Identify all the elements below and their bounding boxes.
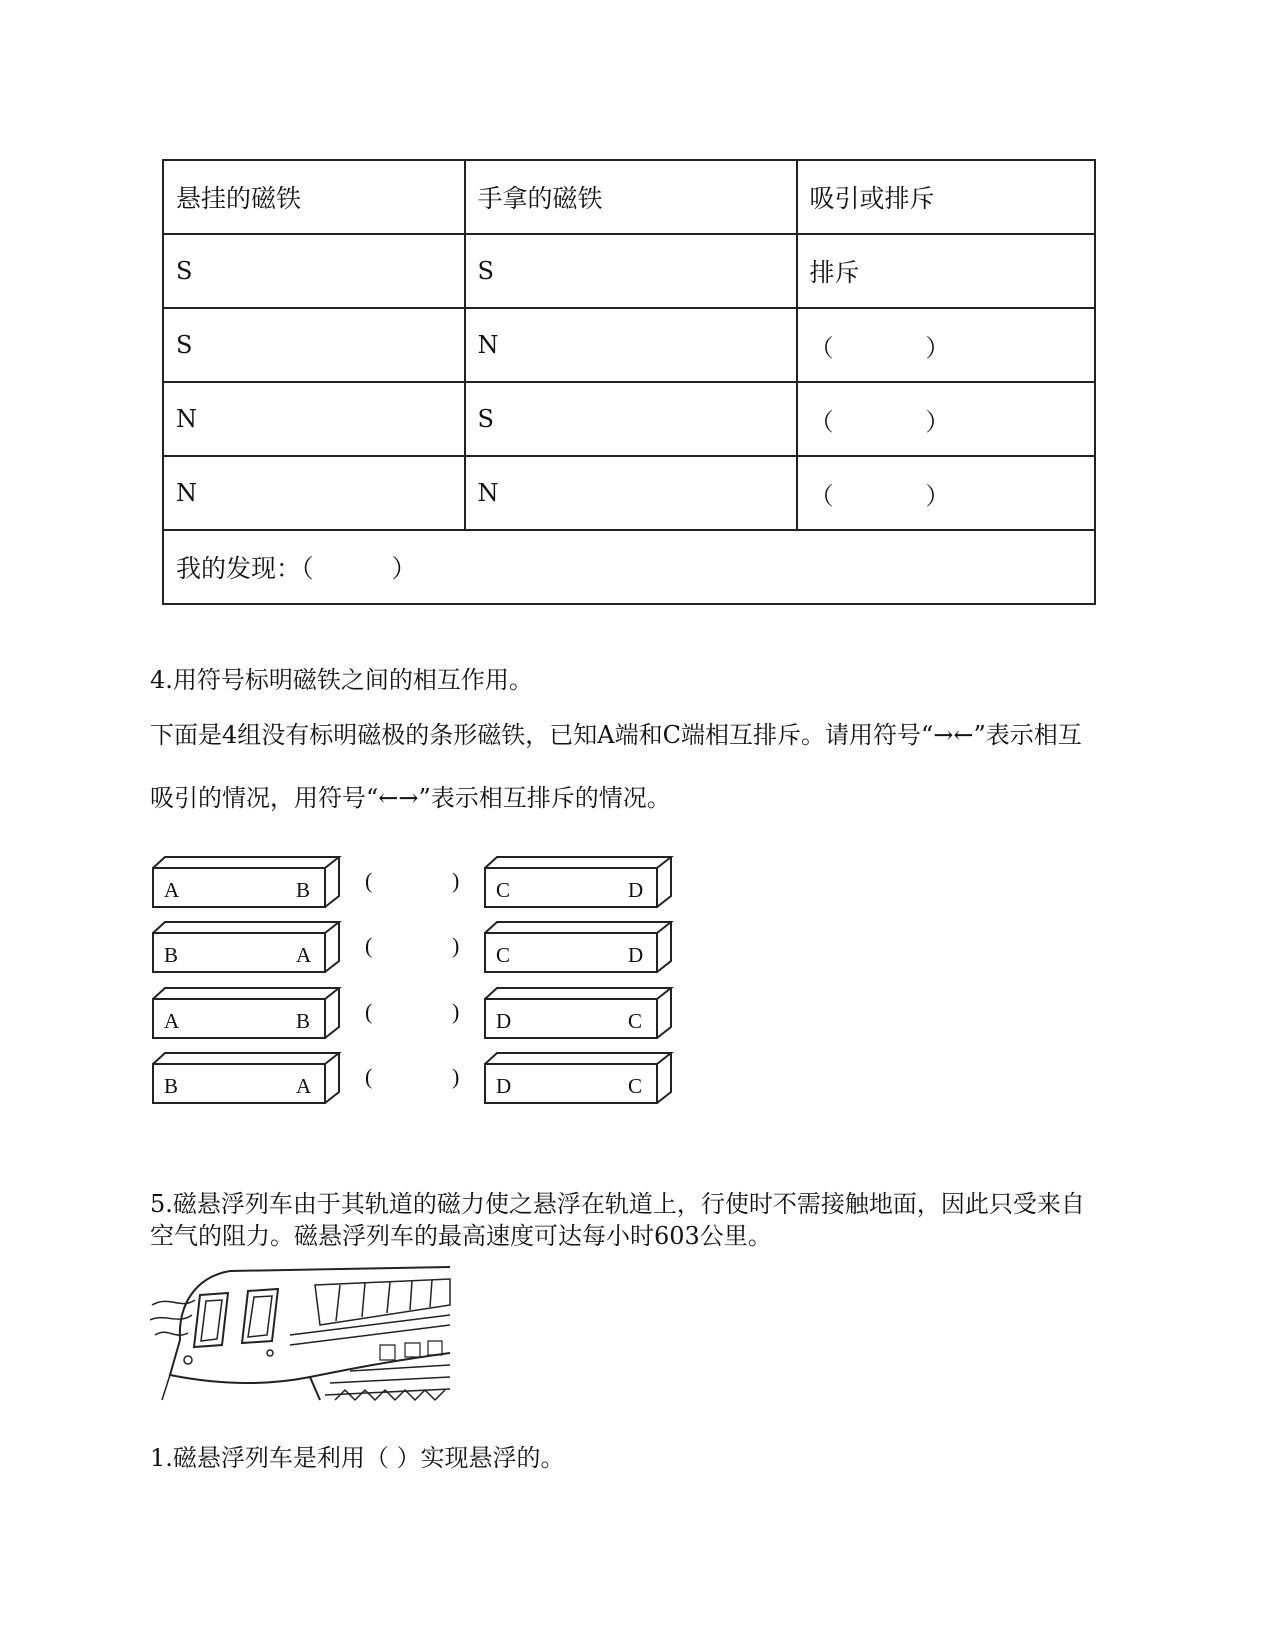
header-attract-repel: 吸引或排斥 (797, 160, 1096, 234)
bar-magnet-left-magnet (152, 1052, 342, 1104)
magnet-end-label: D (496, 1009, 512, 1033)
bar-magnet-left-magnet (152, 856, 342, 908)
bar-magnet-right-magnet (484, 987, 674, 1039)
paren-close: ) (452, 1064, 460, 1089)
paren-open: ( (365, 868, 373, 893)
result-cell: 排斥 (797, 234, 1096, 308)
maglev-train-illustration (150, 1265, 462, 1402)
held-pole: S (465, 234, 797, 308)
q4-description-line1: 下面是4组没有标明磁极的条形磁铁，已知A端和C端相互排斥。请用符号“→←”表示相互 (150, 721, 1082, 749)
paren-close: ) (452, 999, 460, 1024)
magnet-end-label: D (496, 1074, 512, 1098)
magnet-end-label: C (628, 1009, 643, 1033)
answer-blank[interactable]: （ ） (797, 382, 1096, 456)
finding-label: 我的发现： (176, 554, 302, 583)
header-hanging-magnet: 悬挂的磁铁 (163, 160, 465, 234)
hanging-pole: N (163, 456, 465, 530)
table-row (163, 382, 1095, 456)
paren-close: ) (452, 868, 460, 893)
magnet-end-label: A (296, 1074, 312, 1098)
q4-title: 4.用符号标明磁铁之间的相互作用。 (150, 666, 533, 694)
magnet-end-label: A (164, 1009, 180, 1033)
answer-blank[interactable]: （ ） (797, 456, 1096, 530)
pole-table (162, 159, 1096, 605)
bar-magnet-right-magnet (484, 1052, 674, 1104)
header-held-magnet: 手拿的磁铁 (465, 160, 797, 234)
hanging-pole: S (163, 234, 465, 308)
table-row (163, 308, 1095, 382)
bar-magnet-right-magnet (484, 856, 674, 908)
q5-sub-question-1: 1.磁悬浮列车是利用（ ）实现悬浮的。 (150, 1444, 565, 1472)
paren-open: ( (365, 999, 373, 1024)
magnet-end-label: C (628, 1074, 643, 1098)
paren-open: ( (365, 1064, 373, 1089)
q5-text-line1: 5.磁悬浮列车由于其轨道的磁力使之悬浮在轨道上，行使时不需接触地面，因此只受来自 (150, 1190, 1085, 1218)
magnet-end-label: B (164, 943, 179, 967)
magnet-end-label: B (296, 1009, 311, 1033)
hanging-pole: S (163, 308, 465, 382)
magnet-end-label: A (296, 943, 312, 967)
symbol-answer-blank[interactable] (365, 1064, 465, 1094)
q4-description-line2: 吸引的情况，用符号“←→”表示相互排斥的情况。 (150, 784, 671, 812)
paren-close: ) (452, 933, 460, 958)
table-header-row (163, 160, 1095, 234)
bar-magnet-right-magnet (484, 921, 674, 973)
magnet-end-label: C (496, 878, 511, 902)
symbol-answer-blank[interactable] (365, 868, 465, 898)
held-pole: S (465, 382, 797, 456)
hanging-pole: N (163, 382, 465, 456)
paren-open: ( (365, 933, 373, 958)
magnet-end-label: A (164, 878, 180, 902)
bar-magnet-left-magnet (152, 921, 342, 973)
magnet-end-label: B (296, 878, 311, 902)
finding-row (163, 530, 1095, 604)
held-pole: N (465, 456, 797, 530)
held-pole: N (465, 308, 797, 382)
magnet-end-label: C (496, 943, 511, 967)
symbol-answer-blank[interactable] (365, 933, 465, 963)
magnet-end-label: B (164, 1074, 179, 1098)
table-row (163, 456, 1095, 530)
magnet-end-label: D (628, 878, 644, 902)
table-row (163, 234, 1095, 308)
symbol-answer-blank[interactable] (365, 999, 465, 1029)
q5-text-line2: 空气的阻力。磁悬浮列车的最高速度可达每小时603公里。 (150, 1222, 772, 1250)
bar-magnet-left-magnet (152, 987, 342, 1039)
magnet-end-label: D (628, 943, 644, 967)
finding-cell[interactable]: 我的发现：（ ） (163, 530, 1095, 604)
answer-blank[interactable]: （ ） (797, 308, 1096, 382)
